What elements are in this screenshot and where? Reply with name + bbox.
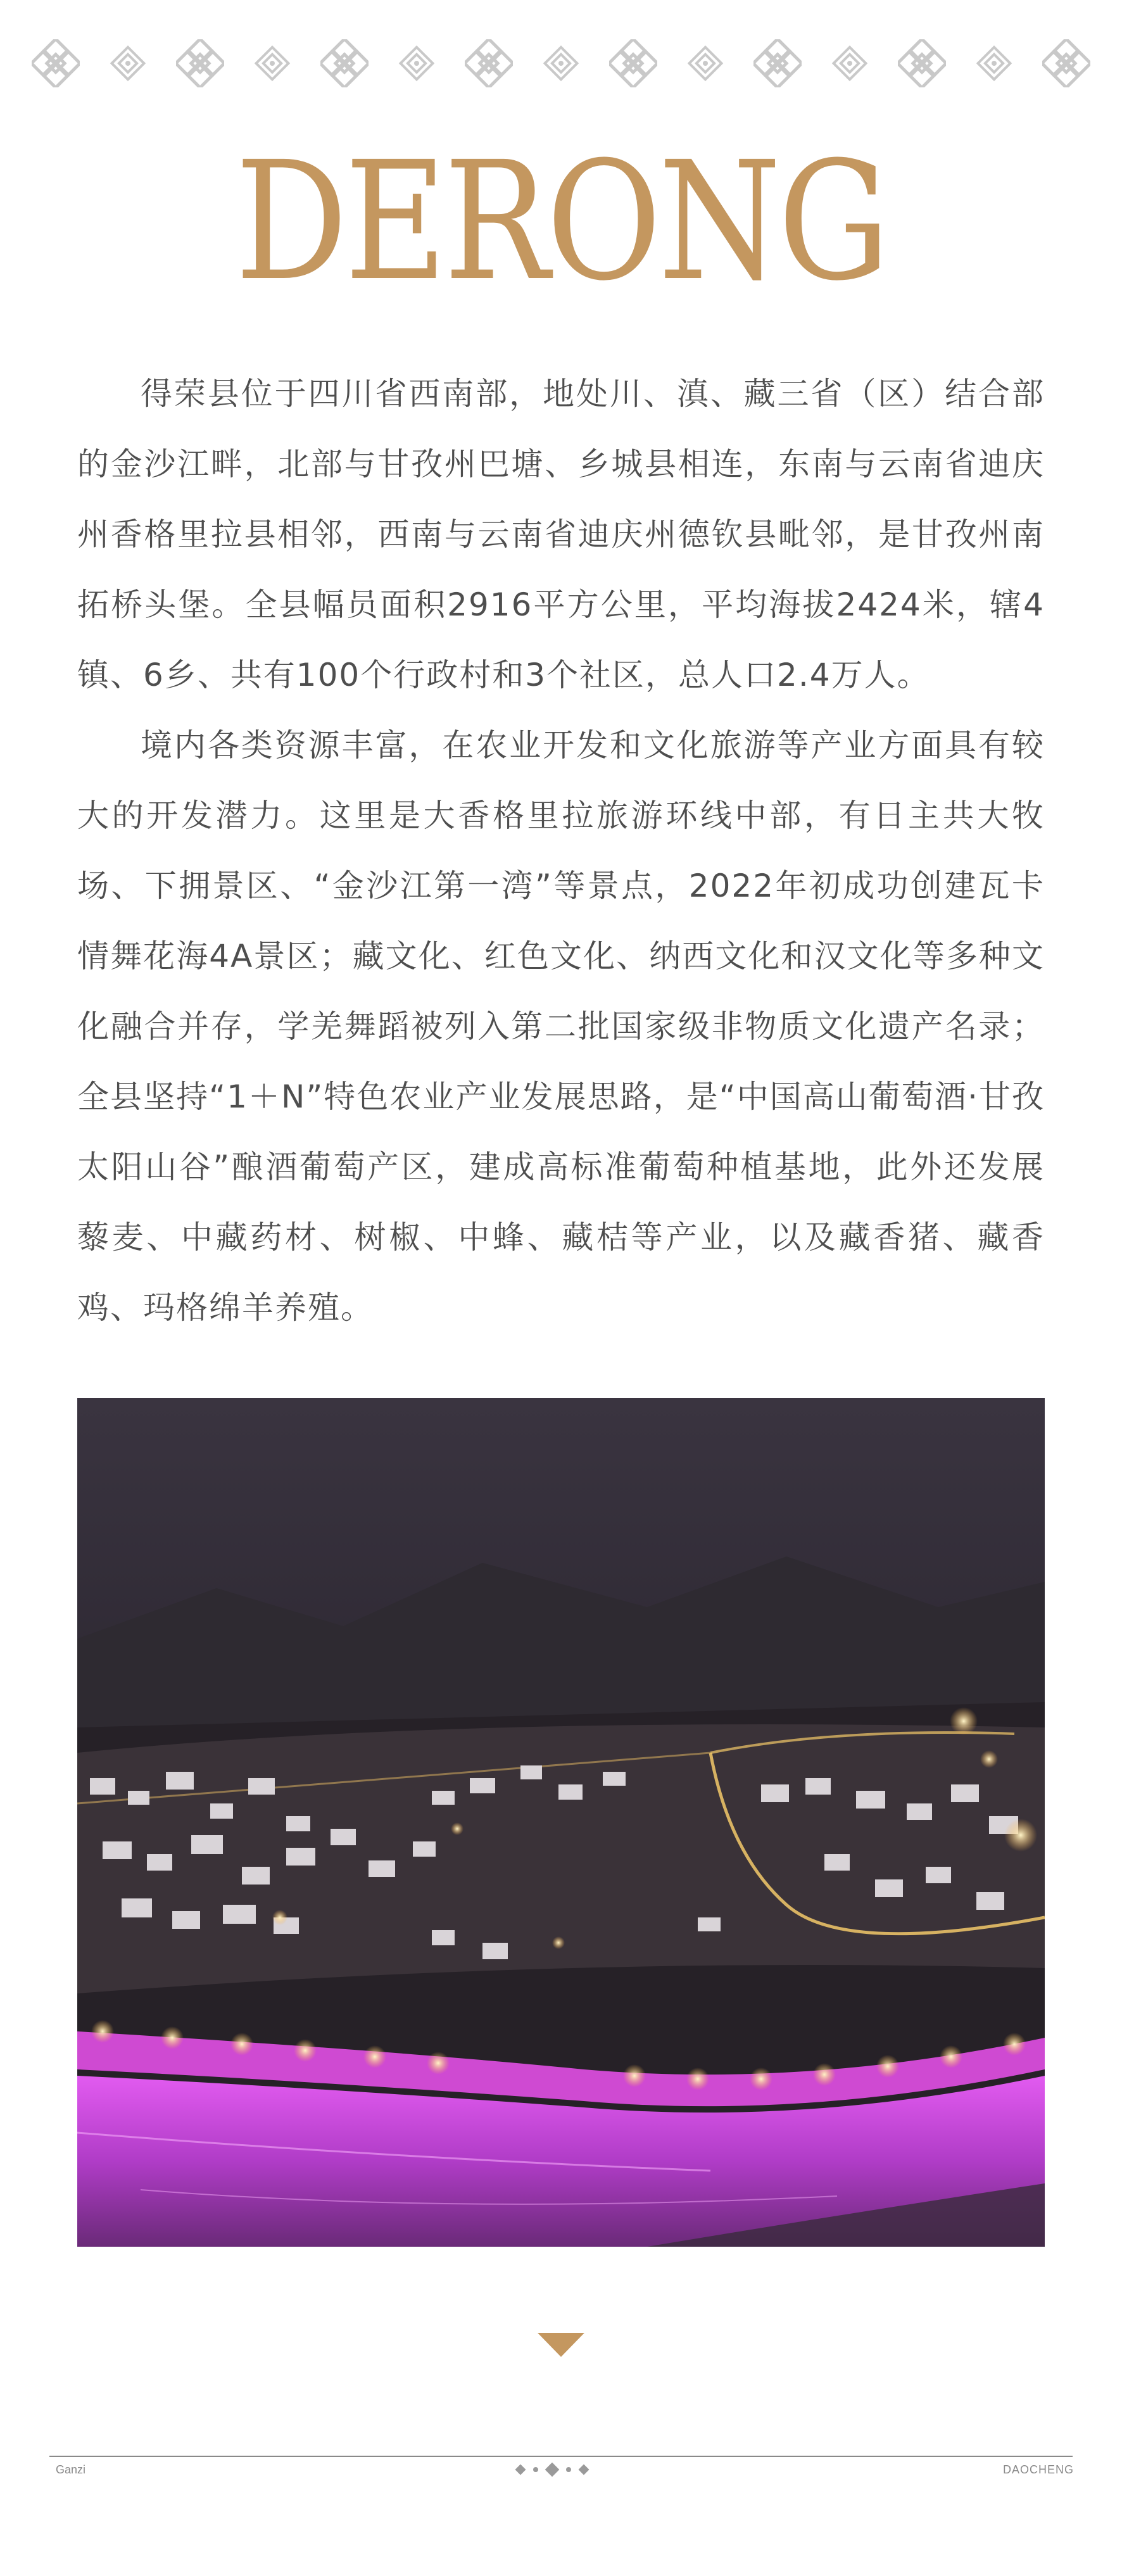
scroll-down-arrow-icon[interactable] [538, 2333, 584, 2357]
footer-divider [49, 2456, 1073, 2457]
knot-ornament-icon [32, 39, 80, 87]
knot-ornament-icon [176, 39, 224, 87]
knot-ornament-icon [753, 39, 802, 87]
diamond-ornament-icon [398, 45, 435, 82]
dots-ornament-icon [514, 2461, 595, 2478]
ornament-band [32, 39, 1090, 87]
diamond-ornament-icon [110, 45, 146, 82]
knot-ornament-icon [609, 39, 657, 87]
intro-paragraph: 得荣县位于四川省西南部，地处川、滇、藏三省（区）结合部的金沙江畔，北部与甘孜州巴塘、乡城县相连，东南与云南省迪庆州香格里拉县相邻，西南与云南省迪庆州德钦县毗邻，是甘孜州南拓桥头堡。全县幅员面积2916平方公里，平均海拔2424米，辖4镇、6乡、共有100个行政村和3个社区，总人口2.4万人。 [77, 376, 1045, 693]
footer-right-label: DAOCHENG [1002, 2463, 1074, 2476]
knot-ornament-icon [898, 39, 946, 87]
page-title: DERONG [235, 127, 887, 317]
diamond-ornament-icon [976, 45, 1012, 82]
knot-ornament-icon [1042, 39, 1090, 87]
diamond-ornament-icon [687, 45, 724, 82]
town-night-photo [77, 1398, 1045, 2247]
resources-paragraph: 境内各类资源丰富，在农业开发和文化旅游等产业方面具有较大的开发潜力。这里是大香格里拉旅游环线中部，有日主共大牧场、下拥景区、“金沙江第一湾”等景点，2022年初成功创建瓦卡情舞花海4A景区；藏文化、红色文化、纳西文化和汉文化等多种文化融合并存，学羌舞蹈被列入第二批国家级非物质文化遗产名录；全县坚持“1＋N”特色农业产业发展思路，是“中国高山葡萄酒·甘孜太阳山谷”酿酒葡萄产区，建成高标准葡萄种植基地，此外还发展藜麦、中藏药材、树椒、中蜂、藏桔等产业，以及藏香猪、藏香鸡、玛格绵羊养殖。 [77, 727, 1045, 1326]
diamond-ornament-icon [254, 45, 291, 82]
article-body [77, 359, 1045, 1343]
footer-left-label: Ganzi [56, 2463, 86, 2476]
knot-ornament-icon [465, 39, 513, 87]
diamond-ornament-icon [543, 45, 579, 82]
knot-ornament-icon [320, 39, 369, 87]
diamond-ornament-icon [831, 45, 868, 82]
